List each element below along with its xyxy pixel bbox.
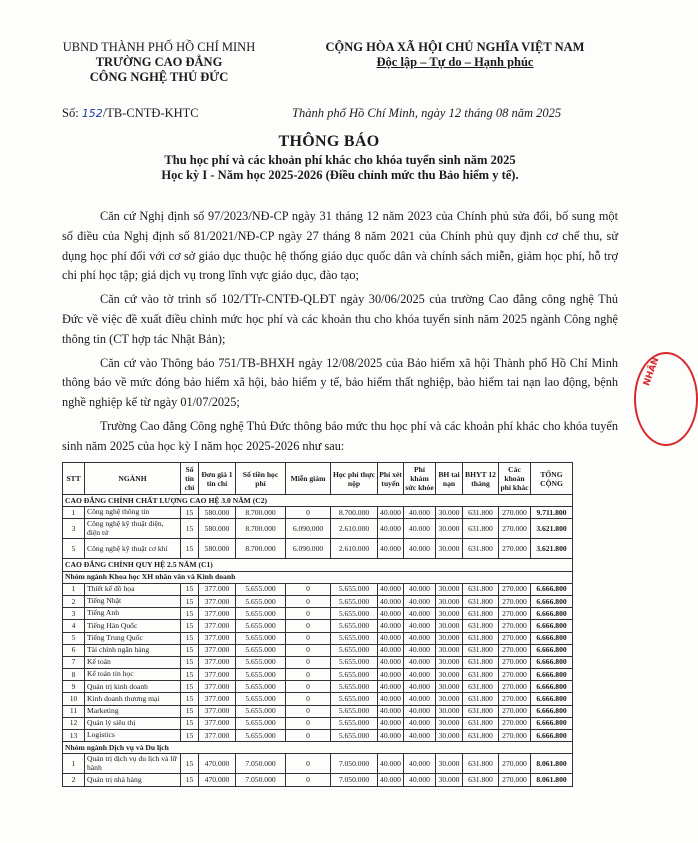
section-title: Nhóm ngành Khoa học XH nhân văn và Kinh doanh [63, 571, 573, 583]
document-date: Thành phố Hồ Chí Minh, ngày 12 tháng 08 năm 2025 [292, 106, 562, 120]
table-row [63, 583, 573, 595]
table-cell: 30.000 [436, 730, 463, 742]
table-cell: Marketing [85, 705, 181, 717]
column-header: TỔNG CỘNG [531, 463, 573, 495]
section-title: CAO ĐẲNG CHÍNH QUY HỆ 2.5 NĂM (C1) [63, 559, 573, 571]
table-cell: 30.000 [436, 595, 463, 607]
table-cell: 377.000 [199, 656, 236, 668]
table-cell: 11 [63, 705, 85, 717]
table-cell: 6 [63, 644, 85, 656]
document-number-prefix: Số: [62, 106, 82, 120]
table-cell: 270.000 [499, 644, 531, 656]
table-row [63, 507, 573, 519]
table-cell: 2.610.000 [331, 539, 378, 559]
table-cell: 30.000 [436, 717, 463, 729]
table-cell: 5.655.000 [331, 632, 378, 644]
table-cell: 40.000 [404, 632, 436, 644]
table-cell: 40.000 [378, 539, 404, 559]
table-row [63, 539, 573, 559]
national-motto: Độc lập – Tự do – Hạnh phúc [376, 55, 534, 69]
table-cell: 6.666.800 [531, 717, 573, 729]
table-cell: 5.655.000 [236, 632, 286, 644]
table-cell: 15 [181, 705, 199, 717]
table-row [63, 669, 573, 681]
table-cell: 377.000 [199, 669, 236, 681]
table-cell: 5.655.000 [331, 608, 378, 620]
table-row [63, 632, 573, 644]
table-cell: 3 [63, 608, 85, 620]
table-cell: 377.000 [199, 608, 236, 620]
table-cell: 631.800 [463, 507, 499, 519]
table-cell: 40.000 [404, 705, 436, 717]
table-cell: 270.000 [499, 539, 531, 559]
table-cell: 631.800 [463, 669, 499, 681]
table-cell: 377.000 [199, 693, 236, 705]
table-cell: 40.000 [404, 774, 436, 786]
table-cell: 631.800 [463, 539, 499, 559]
table-cell: 0 [286, 620, 331, 632]
table-cell: 631.800 [463, 754, 499, 774]
table-cell: 270.000 [499, 754, 531, 774]
table-cell: 5.655.000 [236, 608, 286, 620]
fee-table [62, 462, 573, 787]
table-cell: 30.000 [436, 669, 463, 681]
table-cell: 15 [181, 754, 199, 774]
table-cell: 5.655.000 [236, 693, 286, 705]
table-cell: 377.000 [199, 717, 236, 729]
table-cell: 40.000 [378, 717, 404, 729]
section-title: CAO ĐẲNG CHÍNH CHẤT LƯỢNG CAO HỆ 3.0 NĂM (C2) [63, 495, 573, 507]
table-cell: 30.000 [436, 519, 463, 539]
table-cell: 5.655.000 [331, 730, 378, 742]
table-cell: 30.000 [436, 754, 463, 774]
table-body [63, 495, 573, 787]
table-cell: 13 [63, 730, 85, 742]
table-row [63, 717, 573, 729]
table-cell: 631.800 [463, 730, 499, 742]
table-cell: 5.655.000 [331, 595, 378, 607]
table-cell: 377.000 [199, 681, 236, 693]
table-cell: 40.000 [378, 774, 404, 786]
table-row [63, 644, 573, 656]
paragraph: Căn cứ vào tờ trình số 102/TTr-CNTĐ-QLĐT ngày 30/06/2025 của trường Cao đẳng công nghệ Thủ Đức về việc đề xuất điều chỉnh mức học phí và các khoản thu cho khóa tuyển sinh năm 2025 ngành Công nghệ thông tin (CT hợp tác Nhật Bản); [62, 292, 618, 346]
table-cell: 3.621.800 [531, 539, 573, 559]
table-cell: 40.000 [404, 595, 436, 607]
section-title: Nhóm ngành Dịch vụ và Du lịch [63, 742, 573, 754]
table-cell: 4 [63, 620, 85, 632]
table-row [63, 754, 573, 774]
table-cell: 5.655.000 [236, 583, 286, 595]
table-cell: 6.666.800 [531, 595, 573, 607]
table-cell: 30.000 [436, 620, 463, 632]
table-cell: 15 [181, 539, 199, 559]
document-number-handwritten: 152 [81, 107, 103, 120]
section-row [63, 559, 573, 571]
table-cell: Tiếng Hàn Quốc [85, 620, 181, 632]
table-cell: 377.000 [199, 705, 236, 717]
table-cell: 631.800 [463, 595, 499, 607]
table-cell: 0 [286, 608, 331, 620]
column-header: NGÀNH [85, 463, 181, 495]
table-cell: 0 [286, 754, 331, 774]
table-cell: 6.666.800 [531, 583, 573, 595]
table-cell: 6.666.800 [531, 608, 573, 620]
table-cell: 8.700.000 [236, 519, 286, 539]
table-cell: 30.000 [436, 539, 463, 559]
table-cell: 40.000 [378, 681, 404, 693]
table-cell: 40.000 [404, 507, 436, 519]
table-cell: 9 [63, 681, 85, 693]
table-cell: 30.000 [436, 507, 463, 519]
table-cell: 0 [286, 774, 331, 786]
table-cell: 3 [63, 519, 85, 539]
table-cell: 40.000 [378, 632, 404, 644]
table-cell: 30.000 [436, 632, 463, 644]
column-header: Học phí thực nộp [331, 463, 378, 495]
table-cell: 8.700.000 [331, 507, 378, 519]
table-cell: 580.000 [199, 519, 236, 539]
table-cell: 270.000 [499, 608, 531, 620]
document-body [62, 207, 618, 461]
table-cell: 7.050.000 [236, 774, 286, 786]
section-row [63, 495, 573, 507]
table-cell: 8.061.800 [531, 774, 573, 786]
table-cell: 0 [286, 595, 331, 607]
table-cell: 5.655.000 [236, 681, 286, 693]
table-cell: 15 [181, 644, 199, 656]
table-cell: 5 [63, 539, 85, 559]
table-cell: Tài chính ngân hàng [85, 644, 181, 656]
table-cell: 6.666.800 [531, 656, 573, 668]
table-row [63, 705, 573, 717]
table-cell: 40.000 [404, 693, 436, 705]
table-row [63, 681, 573, 693]
table-cell: 270.000 [499, 595, 531, 607]
table-cell: 40.000 [378, 656, 404, 668]
table-cell: Quản trị nhà hàng [85, 774, 181, 786]
table-cell: Tiếng Nhật [85, 595, 181, 607]
table-cell: 6.666.800 [531, 730, 573, 742]
table-cell: 270.000 [499, 656, 531, 668]
table-cell: 5.655.000 [236, 705, 286, 717]
table-cell: 15 [181, 608, 199, 620]
table-cell: 40.000 [404, 608, 436, 620]
table-cell: 15 [181, 595, 199, 607]
table-cell: 6.666.800 [531, 632, 573, 644]
table-cell: 15 [181, 583, 199, 595]
table-cell: 30.000 [436, 656, 463, 668]
table-cell: 5.655.000 [331, 693, 378, 705]
table-cell: 270.000 [499, 583, 531, 595]
table-cell: 15 [181, 669, 199, 681]
table-cell: 40.000 [378, 595, 404, 607]
table-cell: 270.000 [499, 632, 531, 644]
table-cell: 5.655.000 [331, 681, 378, 693]
table-cell: Logistics [85, 730, 181, 742]
table-cell: 270.000 [499, 774, 531, 786]
paragraph: Căn cứ Nghị định số 97/2023/NĐ-CP ngày 31 tháng 12 năm 2023 của Chính phủ sửa đổi, bổ sung một số điều của Nghị định số 81/2021/NĐ-CP ngày 27 tháng 8 năm 2021 của Chính phủ quy định cơ chế thu, sử dụng học phí đối với cơ sở giáo dục thuộc hệ thống giáo dục quốc dân và chính sách miễn, giảm học phí, hỗ trợ chi phí học tập; giá dịch vụ trong lĩnh vực giáo dục, đào tạo; [62, 209, 618, 283]
table-cell: 15 [181, 730, 199, 742]
table-cell: 5.655.000 [331, 620, 378, 632]
table-cell: 0 [286, 583, 331, 595]
table-cell: Kế toán [85, 656, 181, 668]
table-cell: 0 [286, 644, 331, 656]
table-cell: 6.666.800 [531, 693, 573, 705]
table-cell: 270.000 [499, 693, 531, 705]
table-cell: 40.000 [378, 620, 404, 632]
column-header: Đơn giá 1 tín chỉ [199, 463, 236, 495]
table-cell: 40.000 [404, 644, 436, 656]
table-cell: 1 [63, 583, 85, 595]
table-cell: 5.655.000 [236, 595, 286, 607]
table-cell: 270.000 [499, 730, 531, 742]
table-cell: 40.000 [378, 693, 404, 705]
table-cell: 6.666.800 [531, 620, 573, 632]
column-header: Miễn giảm [286, 463, 331, 495]
table-cell: 0 [286, 656, 331, 668]
document-subtitle-1: Thu học phí và các khoản phí khác cho khóa tuyển sinh năm 2025 [164, 153, 516, 167]
column-header: Số tiền học phí [236, 463, 286, 495]
table-row [63, 656, 573, 668]
table-cell: 631.800 [463, 583, 499, 595]
table-row [63, 693, 573, 705]
table-cell: 270.000 [499, 519, 531, 539]
table-row [63, 774, 573, 786]
section-row [63, 742, 573, 754]
table-row [63, 595, 573, 607]
table-cell: 2.610.000 [331, 519, 378, 539]
table-cell: 40.000 [404, 730, 436, 742]
table-cell: 377.000 [199, 644, 236, 656]
table-cell: 6.666.800 [531, 681, 573, 693]
table-cell: 40.000 [404, 519, 436, 539]
table-cell: 30.000 [436, 681, 463, 693]
table-cell: 2 [63, 595, 85, 607]
table-cell: 0 [286, 717, 331, 729]
table-cell: 5.655.000 [331, 705, 378, 717]
table-cell: 6.090.000 [286, 539, 331, 559]
table-cell: 470.000 [199, 774, 236, 786]
table-cell: 631.800 [463, 608, 499, 620]
table-cell: 8.061.800 [531, 754, 573, 774]
table-cell: 40.000 [378, 519, 404, 539]
table-cell: 377.000 [199, 595, 236, 607]
table-cell: 0 [286, 632, 331, 644]
table-cell: 15 [181, 693, 199, 705]
table-cell: 15 [181, 519, 199, 539]
table-cell: 5.655.000 [331, 656, 378, 668]
table-cell: 5.655.000 [331, 583, 378, 595]
table-cell: Thiết kế đồ họa [85, 583, 181, 595]
table-cell: 580.000 [199, 507, 236, 519]
table-cell: 15 [181, 774, 199, 786]
table-cell: Tiếng Anh [85, 608, 181, 620]
table-cell: 12 [63, 717, 85, 729]
table-cell: 40.000 [404, 539, 436, 559]
issuer-block [44, 40, 274, 85]
table-cell: 0 [286, 507, 331, 519]
table-cell: 6.666.800 [531, 644, 573, 656]
paragraph: Căn cứ vào Thông báo 751/TB-BHXH ngày 12/08/2025 của Bảo hiểm xã hội Thành phố Hồ Chí Minh thông báo về mức đóng bảo hiểm xã hội, bảo hiểm y tế, bảo hiểm thất nghiệp, bảo hiểm tai nạn lao động, bệnh nghề nghiệp kể từ ngày 01/07/2025; [62, 355, 618, 410]
table-cell: 40.000 [404, 669, 436, 681]
section-row [63, 571, 573, 583]
table-cell: 5 [63, 632, 85, 644]
table-cell: 631.800 [463, 519, 499, 539]
table-cell: 377.000 [199, 620, 236, 632]
table-cell: 3.621.800 [531, 519, 573, 539]
table-cell: Kế toán tin học [85, 669, 181, 681]
table-cell: 15 [181, 717, 199, 729]
table-cell: 40.000 [378, 730, 404, 742]
table-cell: 5.655.000 [236, 669, 286, 681]
table-cell: 377.000 [199, 583, 236, 595]
table-cell: Công nghệ thông tin [85, 507, 181, 519]
table-cell: 1 [63, 507, 85, 519]
table-cell: 270.000 [499, 705, 531, 717]
country-name: CỘNG HÒA XÃ HỘI CHỦ NGHĨA VIỆT NAM [325, 40, 585, 54]
table-cell: 631.800 [463, 774, 499, 786]
table-cell: 30.000 [436, 774, 463, 786]
table-cell: 15 [181, 656, 199, 668]
table-cell: Kinh doanh thương mại [85, 693, 181, 705]
table-cell: 40.000 [404, 656, 436, 668]
table-cell: 270.000 [499, 681, 531, 693]
table-cell: 5.655.000 [236, 644, 286, 656]
red-seal-stamp [634, 352, 698, 446]
table-row [63, 620, 573, 632]
table-cell: 0 [286, 730, 331, 742]
table-cell: 30.000 [436, 693, 463, 705]
table-cell: 9.711.800 [531, 507, 573, 519]
table-cell: 30.000 [436, 644, 463, 656]
table-cell: 5.655.000 [331, 669, 378, 681]
table-cell: 270.000 [499, 717, 531, 729]
table-cell: 5.655.000 [236, 730, 286, 742]
table-cell: 40.000 [404, 681, 436, 693]
table-cell: 2 [63, 774, 85, 786]
table-cell: 0 [286, 681, 331, 693]
table-cell: 8.700.000 [236, 539, 286, 559]
table-cell: 270.000 [499, 620, 531, 632]
table-row [63, 730, 573, 742]
table-cell: 631.800 [463, 644, 499, 656]
table-cell: 30.000 [436, 583, 463, 595]
table-cell: 40.000 [404, 620, 436, 632]
column-header: Phí khám sức khỏe [404, 463, 436, 495]
table-cell: 40.000 [404, 754, 436, 774]
table-cell: 10 [63, 693, 85, 705]
table-cell: 5.655.000 [236, 620, 286, 632]
table-cell: 631.800 [463, 693, 499, 705]
table-cell: 8 [63, 669, 85, 681]
table-cell: 15 [181, 620, 199, 632]
table-cell: Công nghệ kỹ thuật điện, điện tử [85, 519, 181, 539]
table-cell: 270.000 [499, 507, 531, 519]
table-cell: Công nghệ kỹ thuật cơ khí [85, 539, 181, 559]
table-cell: 6.090.000 [286, 519, 331, 539]
table-header-row [63, 463, 573, 495]
document-subtitle-2: Học kỳ I - Năm học 2025-2026 (Điều chỉnh mức thu Bảo hiểm y tế). [161, 168, 519, 182]
table-cell: 0 [286, 669, 331, 681]
table-cell: Quản lý siêu thị [85, 717, 181, 729]
issuer-school-line2: CÔNG NGHỆ THỦ ĐỨC [89, 70, 229, 84]
table-row [63, 608, 573, 620]
table-cell: 377.000 [199, 632, 236, 644]
table-cell: 30.000 [436, 608, 463, 620]
column-header: Phí xét tuyển [378, 463, 404, 495]
table-cell: 377.000 [199, 730, 236, 742]
table-cell: 5.655.000 [331, 717, 378, 729]
table-cell: 631.800 [463, 656, 499, 668]
table-cell: 6.666.800 [531, 669, 573, 681]
table-cell: 631.800 [463, 620, 499, 632]
table-cell: 631.800 [463, 632, 499, 644]
table-cell: 7.050.000 [236, 754, 286, 774]
table-cell: Quản trị kinh doanh [85, 681, 181, 693]
table-cell: 30.000 [436, 705, 463, 717]
table-cell: 631.800 [463, 717, 499, 729]
table-cell: 6.666.800 [531, 705, 573, 717]
table-cell: 40.000 [378, 669, 404, 681]
column-header: BHYT 12 tháng [463, 463, 499, 495]
table-cell: 40.000 [378, 507, 404, 519]
table-cell: 40.000 [378, 583, 404, 595]
seal-text: NHÂN [642, 356, 662, 388]
column-header: BH tai nạn [436, 463, 463, 495]
table-cell: 40.000 [404, 717, 436, 729]
table-cell: 15 [181, 632, 199, 644]
table-cell: 8.700.000 [236, 507, 286, 519]
table-cell: 7 [63, 656, 85, 668]
table-cell: 0 [286, 693, 331, 705]
table-cell: 0 [286, 705, 331, 717]
table-cell: 15 [181, 681, 199, 693]
issuer-school-line1: TRƯỜNG CAO ĐẲNG [95, 55, 223, 69]
table-cell: 470.000 [199, 754, 236, 774]
table-cell: 631.800 [463, 705, 499, 717]
paragraph: Trường Cao đẳng Công nghệ Thủ Đức thông báo mức thu học phí và các khoản phí khác cho khóa tuyển sinh năm 2025 của học kỳ I năm học 2025-2026 như sau: [62, 418, 618, 453]
table-cell: Quản trị dịch vụ du lịch và lữ hành [85, 754, 181, 774]
table-cell: 7.050.000 [331, 774, 378, 786]
table-cell: 40.000 [378, 608, 404, 620]
table-cell: 40.000 [378, 754, 404, 774]
table-row [63, 519, 573, 539]
document-title: THÔNG BÁO [278, 133, 380, 150]
table-cell: 40.000 [404, 583, 436, 595]
document-number [62, 106, 199, 121]
document-number-suffix: /TB-CNTĐ-KHTC [102, 106, 199, 120]
table-cell: 40.000 [378, 705, 404, 717]
table-cell: 40.000 [378, 644, 404, 656]
column-header: Các khoản phí khác [499, 463, 531, 495]
column-header: Số tín chỉ [181, 463, 199, 495]
column-header: STT [63, 463, 85, 495]
table-cell: 5.655.000 [236, 656, 286, 668]
table-cell: 15 [181, 507, 199, 519]
table-cell: Tiếng Trung Quốc [85, 632, 181, 644]
table-cell: 270.000 [499, 669, 531, 681]
table-cell: 7.050.000 [331, 754, 378, 774]
table-cell: 5.655.000 [331, 644, 378, 656]
national-heading [290, 40, 620, 70]
table-cell: 1 [63, 754, 85, 774]
table-cell: 580.000 [199, 539, 236, 559]
issuer-authority: UBND THÀNH PHỐ HỒ CHÍ MINH [62, 40, 256, 54]
table-cell: 5.655.000 [236, 717, 286, 729]
table-cell: 631.800 [463, 681, 499, 693]
